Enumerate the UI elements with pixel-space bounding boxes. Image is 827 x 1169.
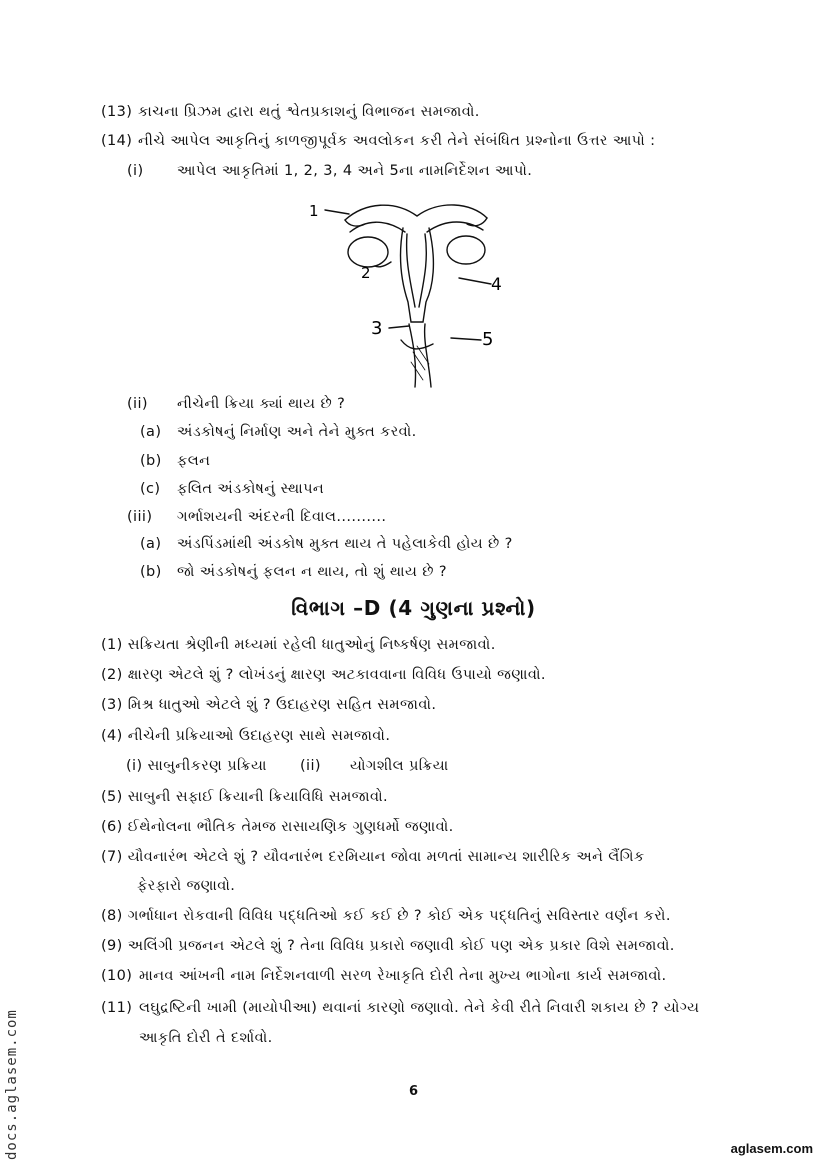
question-text: નીચે આપેલ આકૃતિનું કાળજીપૂર્વક અવલોકન કરી તેને સંબંધિત પ્રશ્નોના ઉત્તર આપો : (138, 133, 656, 149)
uterus (400, 228, 433, 322)
question-text: કાચના પ્રિઝમ દ્વારા થતું શ્વેતપ્રકાશનું વિભાજન સમજાવો. (138, 104, 480, 120)
question-d4: (4) નીચેની પ્રક્રિયાઓ ઉદાહરણ સાથે સમજાવો. (101, 728, 391, 744)
right-ovary (447, 236, 485, 264)
page-number: 6 (408, 1084, 419, 1099)
question-14-iii-a (140, 536, 513, 552)
option-number: (a) (140, 536, 162, 552)
reproductive-system-diagram (305, 192, 510, 390)
question-d1: (1) સક્રિયતા શ્રેણીની મધ્યમાં રહેલી ધાતુઓનું નિષ્કર્ષણ સમજાવો. (101, 637, 496, 653)
diagram-label-1: 1 (309, 202, 319, 220)
question-d7: (7) યૌવનારંભ એટલે શું ? યૌવનારંભ દરમિયાન જોવા મળતાં સામાન્ય શારીરિક અને લૈંગિક (101, 849, 645, 865)
question-d5: (5) સાબુની સફાઈ ક્રિયાની ક્રિયાવિધિ સમજાવો. (101, 789, 389, 805)
question-d4-options (126, 758, 449, 774)
option-number: (a) (140, 424, 162, 440)
question-text: માનવ આંખની નામ નિર્દેશનવાળી સરળ રેખાકૃતિ દોરી તેના મુખ્ય ભાગોના કાર્ય સમજાવો. (139, 968, 667, 984)
left-ovary (348, 237, 388, 267)
question-d10 (101, 968, 667, 984)
sub-question-number: (i) (127, 163, 144, 179)
option-text: અંડપિંડમાંથી અંડકોષ મુક્ત થાય તે પહેલાકેવી હોય છે ? (177, 536, 513, 552)
question-14-ii-c (140, 481, 324, 497)
question-d3: (3) મિશ્ર ધાતુઓ એટલે શું ? ઉદાહરણ સહિત સમજાવો. (101, 697, 437, 713)
question-d11 (101, 1000, 699, 1016)
option-text: જો અંડકોષનું ફલન ન થાય, તો શું થાય છે ? (177, 564, 448, 580)
diagram-label-4: 4 (491, 275, 502, 295)
question-number: (14) (101, 133, 133, 149)
option-ii-number: (ii) (300, 758, 321, 774)
footer-brand[interactable]: aglasem.com (730, 1141, 813, 1156)
fallopian-tubes (345, 205, 487, 220)
sub-question-text: ગર્ભાશયની અંદરની દિવાલ.......... (177, 509, 387, 525)
question-14-ii (127, 396, 345, 412)
question-14-ii-b (140, 453, 210, 469)
diagram-label-2: 2 (361, 264, 371, 282)
question-d2: (2) ક્ષારણ એટલે શું ? લોખંડનું ક્ષારણ અટકાવવાના વિવિધ ઉપાયો જણાવો. (101, 667, 546, 683)
question-14-ii-a (140, 424, 417, 440)
question-d11-continued: આકૃતિ દોરી તે દર્શાવો. (139, 1030, 273, 1046)
question-d6: (6) ઈથેનોલના ભૌતિક તેમજ રાસાયણિક ગુણધર્મો જણાવો. (101, 819, 454, 835)
option-number: (b) (140, 564, 162, 580)
question-14-iii-b (140, 564, 447, 580)
sub-question-text: આપેલ આકૃતિમાં 1, 2, 3, 4 અને 5ના નામનિર્દેશન આપો. (177, 163, 533, 179)
question-14-i (127, 163, 532, 179)
question-13 (101, 104, 480, 120)
question-number: (10) (101, 968, 133, 984)
option-text: ફલન (177, 453, 211, 469)
option-text: અંડકોષનું નિર્માણ અને તેને મુક્ત કરવો. (177, 424, 417, 440)
sub-question-number: (ii) (127, 396, 148, 412)
question-number: (13) (101, 104, 133, 120)
option-text: ફલિત અંડકોષનું સ્થાપન (177, 481, 325, 497)
diagram-label-5: 5 (482, 329, 494, 350)
diagram-label-3: 3 (371, 318, 383, 339)
sub-question-text: નીચેની ક્રિયા ક્યાં થાય છે ? (177, 396, 346, 412)
question-d7-continued: ફેરફારો જણાવો. (137, 878, 236, 894)
question-text: લઘુદ્રષ્ટિની ખામી (માયોપીઆ) થવાનાં કારણો જણાવો. તેને કેવી રીતે નિવારી શકાય છે ? યોગ્ય (139, 1000, 700, 1016)
section-heading: વિભાગ –D (4 ગુણના પ્રશ્નો) (291, 596, 536, 620)
question-d8: (8) ગર્ભાધાન રોકવાની વિવિધ પદ્ધતિઓ કઈ કઈ છે ? કોઈ એક પદ્ધતિનું સવિસ્તાર વર્ણન કરો. (101, 908, 671, 924)
side-watermark: docs.aglasem.com (4, 1009, 20, 1160)
option-i: (i) સાબુનીકરણ પ્રક્રિયા (126, 758, 267, 774)
question-d9: (9) અલિંગી પ્રજનન એટલે શું ? તેના વિવિધ પ્રકારો જણાવી કોઈ પણ એક પ્રકાર વિશે સમજાવો. (101, 938, 675, 954)
sub-question-number: (iii) (127, 509, 153, 525)
option-number: (c) (140, 481, 161, 497)
option-ii-text: યોગશીલ પ્રક્રિયા (350, 758, 449, 774)
question-number: (11) (101, 1000, 133, 1016)
question-14 (101, 133, 655, 149)
option-number: (b) (140, 453, 162, 469)
question-14-iii (127, 509, 386, 525)
